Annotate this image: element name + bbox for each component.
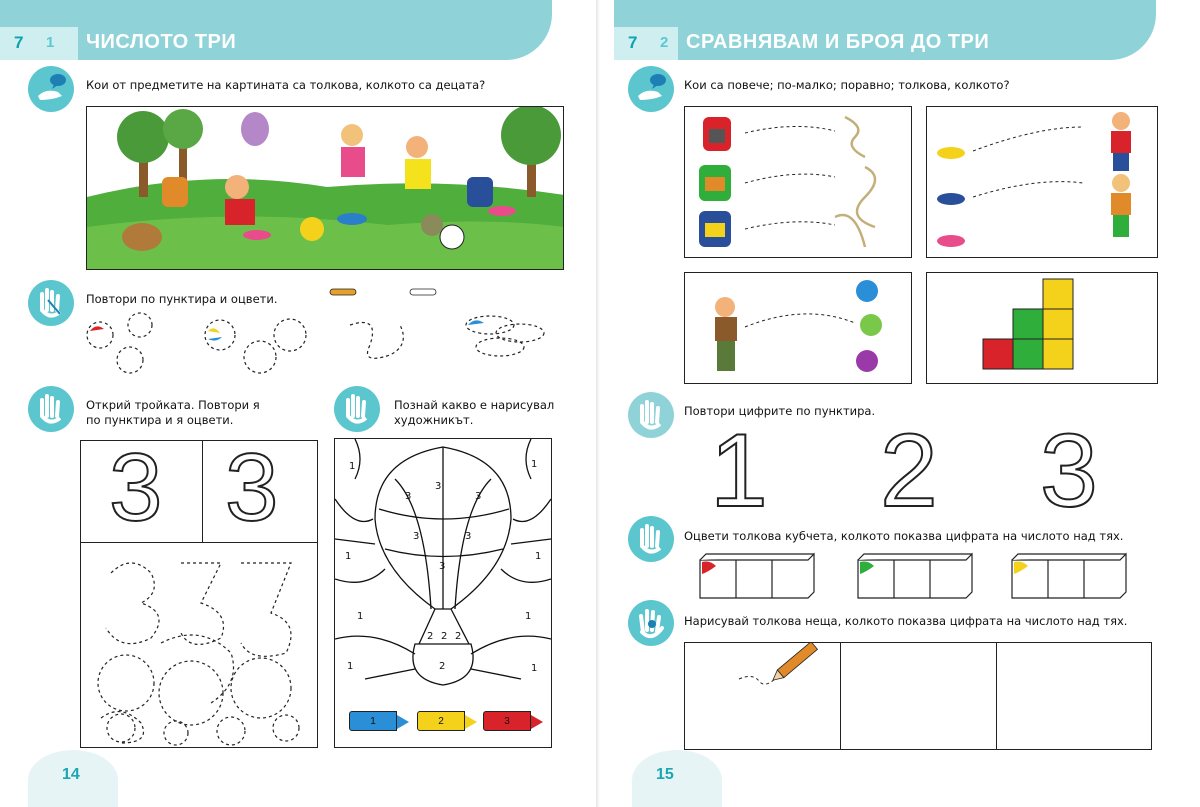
speech-icon [628, 66, 674, 112]
region-number: 1 [345, 551, 352, 562]
color-by-number [334, 438, 552, 748]
trace-digit: 3 [109, 440, 163, 541]
crayon-tip [465, 715, 477, 729]
park-picture [86, 106, 564, 270]
drawing-cell[interactable] [841, 643, 997, 749]
unit-number: 7 [14, 33, 24, 52]
task-2-text: Повтори по пунктира и оцвети. [86, 292, 278, 306]
region-number: 3 [435, 481, 442, 492]
lesson-tab [614, 27, 678, 60]
lesson-number: 1 [46, 34, 55, 51]
cube-rows [690, 552, 1150, 602]
header-band [0, 0, 552, 60]
task-2-text: Повтори цифрите по пунктира. [684, 404, 876, 418]
speech-icon [28, 66, 74, 112]
crayon-label: 3 [504, 716, 510, 727]
region-number: 1 [347, 661, 354, 672]
crayon-blue [349, 711, 397, 731]
find-three-grid [80, 440, 318, 748]
trace-digit: 3 [1040, 413, 1098, 529]
task-3-text: Открий тройката. Повтори я по пунктира и я оцвети. [86, 398, 260, 427]
drawing-cell[interactable] [685, 643, 841, 749]
hidden-shapes [81, 543, 317, 747]
task-1-text: Кои от предметите на картината са толкова, колкото са децата? [86, 78, 486, 92]
region-number: 2 [455, 631, 462, 642]
region-number: 1 [531, 459, 538, 470]
trace-and-color-items [80, 285, 580, 385]
trace-digit: 1 [710, 413, 768, 529]
page-title: ЧИСЛОТО ТРИ [86, 31, 237, 53]
page-title: СРАВНЯВАМ И БРОЯ ДО ТРИ [686, 31, 990, 53]
backpacks-ropes-panel [684, 106, 912, 258]
balloon-puzzle [335, 439, 551, 699]
region-number: 2 [441, 631, 448, 642]
region-number: 1 [531, 663, 538, 674]
crayon-legend [335, 707, 551, 737]
page-number: 15 [656, 766, 674, 783]
region-number: 3 [475, 491, 482, 502]
task-4-text: Познай какво е нарисувал художникът. [394, 398, 555, 427]
drawing-cell[interactable] [997, 643, 1151, 749]
hand-print-icon [628, 600, 674, 646]
boy-balls-panel [684, 272, 912, 384]
hand-trace-icon [334, 386, 380, 432]
trace-digit: 3 [225, 440, 279, 541]
region-number: 3 [405, 491, 412, 502]
trace-digits-row [710, 413, 1170, 529]
crayon-yellow [417, 711, 465, 731]
region-number: 2 [439, 661, 446, 672]
region-number: 1 [525, 611, 532, 622]
unit-number: 7 [628, 33, 638, 52]
region-number: 2 [427, 631, 434, 642]
task-1-text: Кои са повече; по-малко; поравно; толкова, колкото? [684, 78, 1010, 92]
corner-decoration [632, 750, 722, 807]
hand-trace-icon [628, 516, 674, 562]
lesson-number: 2 [660, 34, 669, 51]
task-3-text: Оцвети толкова кубчета, колкото показва цифрата на числото над тях. [684, 529, 1124, 543]
drawing-grid[interactable] [684, 642, 1152, 750]
region-number: 1 [535, 551, 542, 562]
trace-cell [81, 441, 203, 543]
hand-trace-icon [628, 392, 674, 438]
pencil-icon [685, 643, 841, 749]
crayon-label: 2 [438, 716, 444, 727]
cubes-panel [926, 272, 1158, 384]
children-frisbees-panel [926, 106, 1158, 258]
crayon-red [483, 711, 531, 731]
crayon-tip [531, 715, 543, 729]
region-number: 3 [439, 561, 446, 572]
region-number: 3 [465, 531, 472, 542]
crayon-tip [397, 715, 409, 729]
lesson-tab [0, 27, 78, 60]
hand-trace-icon [28, 280, 74, 326]
trace-digit: 2 [880, 413, 938, 529]
crayon-label: 1 [370, 716, 376, 727]
page-number: 14 [62, 766, 80, 783]
task-4-text: Нарисувай толкова неща, колкото показва цифрата на числото над тях. [684, 614, 1128, 628]
region-number: 1 [349, 461, 356, 472]
hand-trace-icon [28, 386, 74, 432]
trace-cell [203, 441, 318, 543]
region-number: 3 [413, 531, 420, 542]
region-number: 1 [357, 611, 364, 622]
right-page [600, 0, 1200, 807]
